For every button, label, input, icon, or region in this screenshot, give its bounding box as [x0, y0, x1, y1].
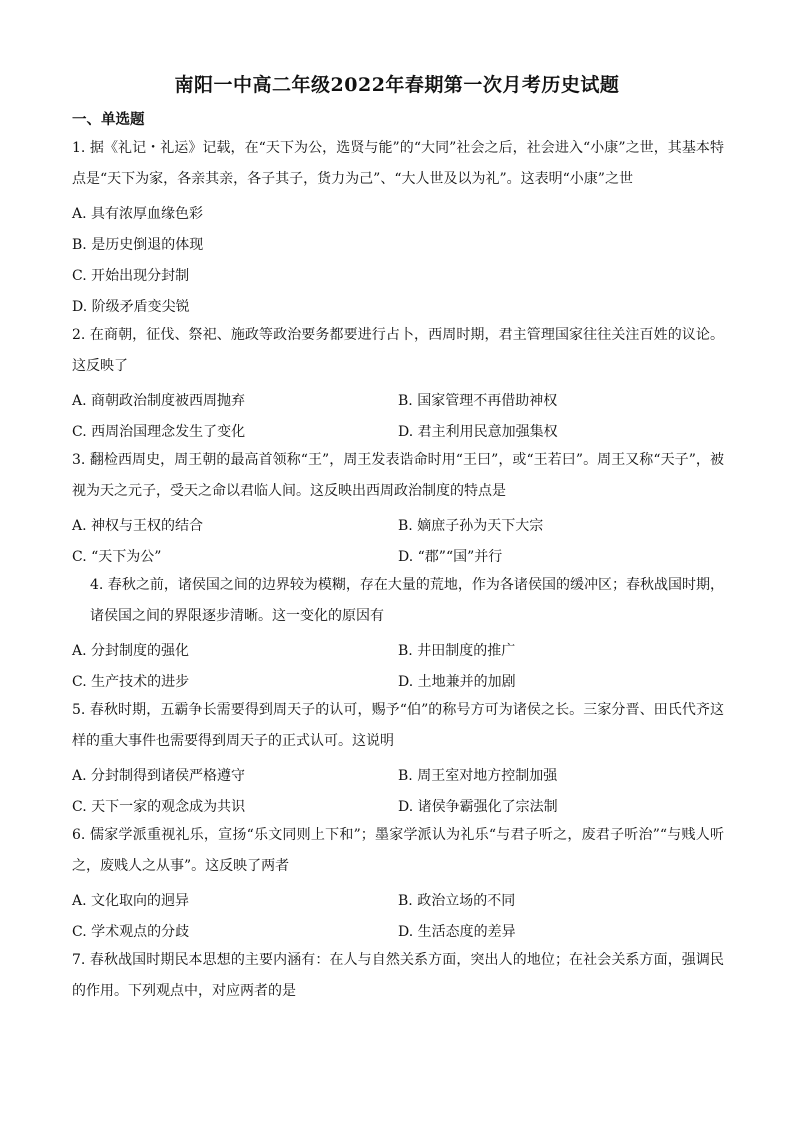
option-b: B. 井田制度的推广 — [398, 643, 516, 659]
question-stem: 4. 春秋之前，诸侯国之间的边界较为模糊，存在大量的荒地，作为各诸侯国的缓冲区；春秋战国时期，诸侯国之间的界限逐步清晰。这一变化的原因有 — [90, 577, 724, 624]
question-stem: 6. 儒家学派重视礼乐，宣扬“乐文同则上下和”；墨家学派认为礼乐“与君子听之，废君子听治”“与贱人听之，废贱人之从事”。这反映了两者 — [72, 827, 724, 874]
option-d: D. “郡”“国”并行 — [398, 549, 503, 565]
question-stem: 3. 翻检西周史，周王朝的最高首领称“王”，周王发表诰命时用“王曰”，或“王若曰”。周王又称“天子”，被视为天之元子，受天之命以君临人间。这反映出西周政治制度的特点是 — [72, 452, 724, 499]
option-d: D. 土地兼并的加剧 — [398, 674, 516, 690]
option-b: B. 是历史倒退的体现 — [72, 237, 204, 253]
question-stem: 2. 在商朝，征伐、祭祀、施政等政治要务都要进行占卜，西周时期，君主管理国家往往关注百姓的议论。这反映了 — [72, 327, 724, 374]
option-c: C. 学术观点的分歧 — [72, 924, 190, 940]
section-heading: 一、单选题 — [72, 111, 145, 128]
question-3 — [72, 445, 724, 507]
question-stem: 1. 据《礼记・礼运》记载，在“天下为公，选贤与能”的“大同”社会之后，社会进入“小康”之世，其基本特点是“天下为家，各亲其亲，各子其子，货力为己”、“大人世及以为礼”。这表明“小康”之世 — [72, 140, 724, 187]
option-c: C. 开始出现分封制 — [72, 268, 190, 284]
option-b: B. 嫡庶子孙为天下大宗 — [398, 518, 544, 534]
question-1 — [72, 133, 724, 195]
option-c: C. 天下一家的观念成为共识 — [72, 799, 246, 815]
option-a: A. 分封制得到诸侯严格遵守 — [72, 768, 246, 784]
option-d: D. 君主利用民意加强集权 — [398, 424, 558, 440]
question-stem: 7. 春秋战国时期民本思想的主要内涵有：在人与自然关系方面，突出人的地位；在社会关系方面，强调民的作用。下列观点中，对应两者的是 — [72, 952, 724, 999]
option-c: C. 生产技术的进步 — [72, 674, 190, 690]
option-a: A. 分封制度的强化 — [72, 643, 190, 659]
option-a: A. 文化取向的迥异 — [72, 893, 190, 909]
option-d: D. 阶级矛盾变尖锐 — [72, 299, 190, 315]
option-a: A. 商朝政治制度被西周抛弃 — [72, 393, 246, 409]
option-b: B. 周王室对地方控制加强 — [398, 768, 558, 784]
question-stem: 5. 春秋时期，五霸争长需要得到周天子的认可，赐予“伯”的称号方可为诸侯之长。三家分晋、田氏代齐这样的重大事件也需要得到周天子的正式认可。这说明 — [72, 702, 724, 749]
option-b: B. 政治立场的不同 — [398, 893, 516, 909]
option-d: D. 诸侯争霸强化了宗法制 — [398, 799, 558, 815]
question-5 — [72, 695, 724, 757]
question-4 — [72, 570, 724, 632]
option-b: B. 国家管理不再借助神权 — [398, 393, 558, 409]
question-7 — [72, 945, 724, 1007]
option-a: A. 具有浓厚血缘色彩 — [72, 206, 204, 222]
option-c: C. “天下为公” — [72, 549, 162, 565]
option-a: A. 神权与王权的结合 — [72, 518, 204, 534]
page-title: 南阳一中高二年级2022年春期第一次月考历史试题 — [174, 74, 620, 96]
question-2 — [72, 320, 724, 382]
option-c: C. 西周治国理念发生了变化 — [72, 424, 246, 440]
option-d: D. 生活态度的差异 — [398, 924, 516, 940]
question-6 — [72, 820, 724, 882]
